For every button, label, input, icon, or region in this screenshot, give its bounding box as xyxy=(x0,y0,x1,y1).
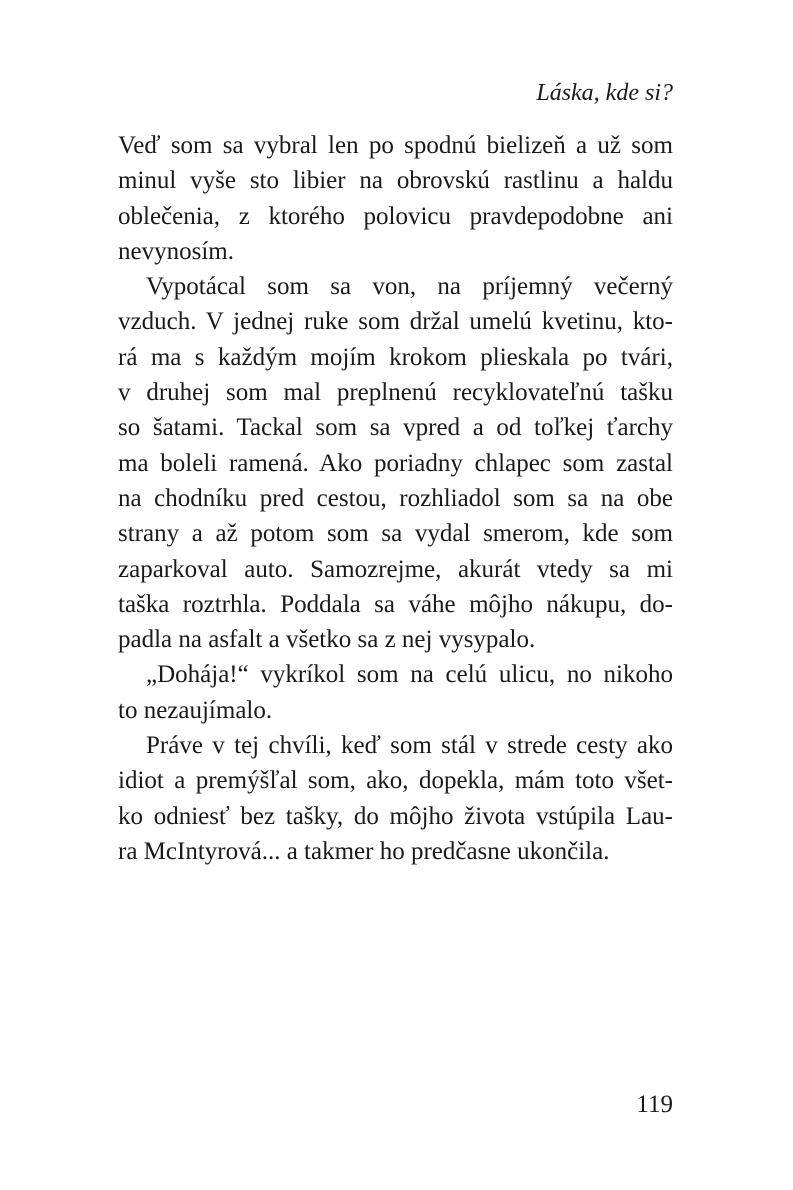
text-line: nevynosím. xyxy=(118,237,234,265)
page-number: 119 xyxy=(636,1091,673,1118)
running-head: Láska, kde si? xyxy=(536,80,673,106)
text-line: v druhej som mal preplnenú recyklovateľnú tašku xyxy=(118,379,673,407)
text-line: Veď som sa vybral len po spodnú bielizeň a už som xyxy=(118,132,673,159)
text-line: so šatami. Tackal som sa vpred a od toľkej ťarchy xyxy=(118,414,673,442)
text-line: vzduch. V jednej ruke som držal umelú kvetinu, kto- xyxy=(118,308,673,336)
text-line: minul vyše sto libier na obrovskú rastlinu a haldu xyxy=(118,167,673,195)
text-line: ko odniesť bez tašky, do môjho života vstúpila Lau- xyxy=(118,802,673,830)
text-line: zaparkoval auto. Samozrejme, akurát vtedy sa mi xyxy=(118,555,673,583)
text-line: ra McIntyrová... a takmer ho predčasne ukončila. xyxy=(118,837,610,865)
text-line: „Dohája!“ vykríkol som na celú ulicu, no nikoho xyxy=(146,661,673,689)
text-line: strany a až potom som sa vydal smerom, kde som xyxy=(118,520,673,548)
text-line: na chodníku pred cestou, rozhliadol som sa na obe xyxy=(118,484,673,512)
text-line: Vypotácal som sa von, na príjemný večerný xyxy=(146,273,673,301)
text-line: oblečenia, z ktorého polovicu pravdepodobne ani xyxy=(118,202,673,230)
text-line: idiot a premýšľal som, ako, dopekla, mám toto všet- xyxy=(118,767,673,795)
text-line: rá ma s každým mojím krokom plieskala po tvári, xyxy=(118,343,673,371)
text-line: to nezaujímalo. xyxy=(118,696,273,724)
text-line: Práve v tej chvíli, keď som stál v strede cesty ako xyxy=(146,732,673,760)
text-line: ma boleli ramená. Ako poriadny chlapec som zastal xyxy=(118,449,673,477)
text-line: taška roztrhla. Poddala sa váhe môjho nákupu, do- xyxy=(118,590,673,618)
text-line: padla na asfalt a všetko sa z nej vysypalo. xyxy=(118,626,536,654)
body-text xyxy=(118,128,673,869)
